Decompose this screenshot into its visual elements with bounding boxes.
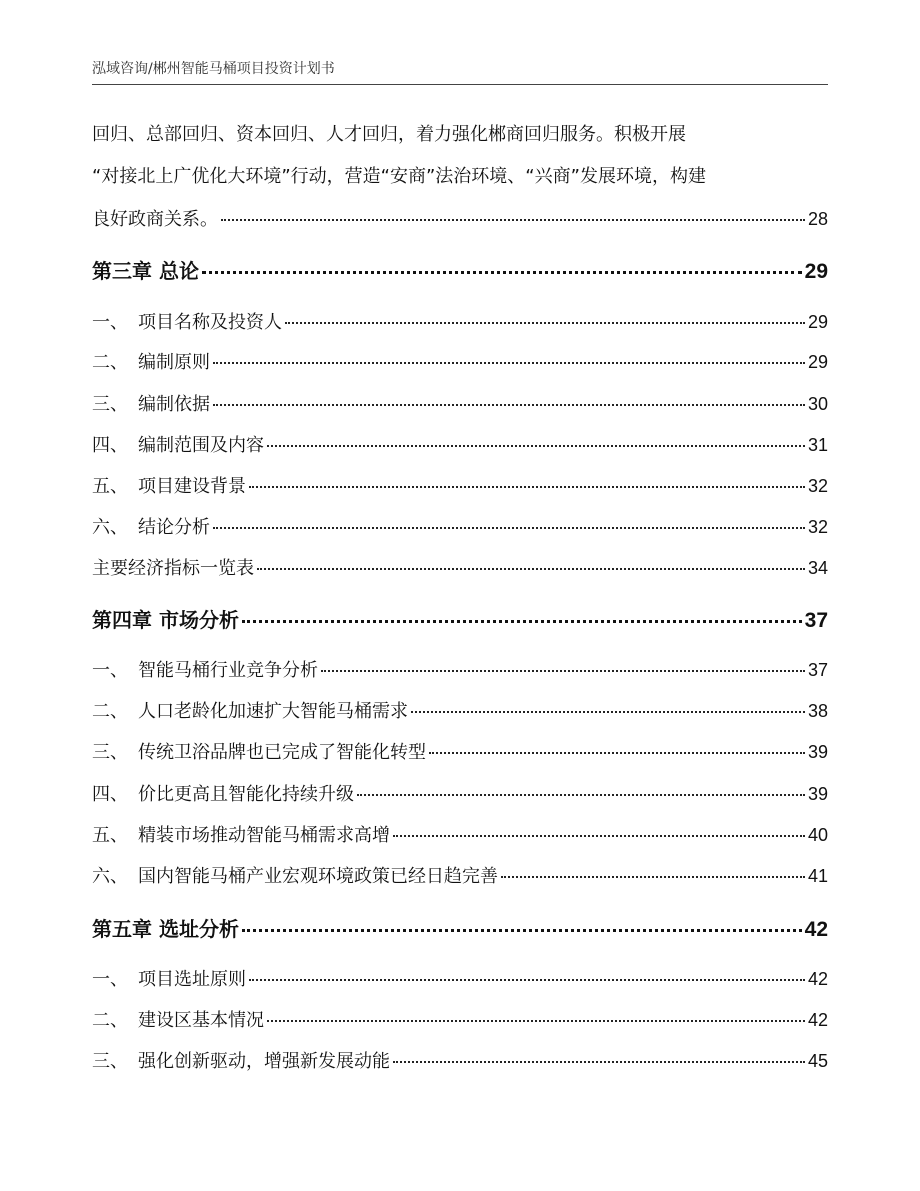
dot-leader xyxy=(267,1020,805,1022)
toc-entry-text: 价比更高且智能化持续升级 xyxy=(138,784,354,805)
toc-entry-text: 建设区基本情况 xyxy=(138,1010,264,1031)
toc-entry-title xyxy=(92,738,426,764)
toc-section-entry[interactable] xyxy=(92,1006,828,1032)
toc-entry-title xyxy=(92,1047,390,1073)
dot-leader xyxy=(257,568,805,570)
toc-section-entry[interactable] xyxy=(92,390,828,416)
toc-entry-number: 二、 xyxy=(92,1010,128,1031)
toc-entry-text: 编制范围及内容 xyxy=(138,435,264,456)
toc-section-entry[interactable] xyxy=(92,554,828,580)
toc-entry-page: 37 xyxy=(807,660,828,680)
toc-entry-title xyxy=(92,913,239,942)
dot-leader xyxy=(321,670,805,672)
toc-entry-page: 39 xyxy=(807,784,828,804)
toc-entry-title xyxy=(92,431,264,457)
toc-chapter-entry[interactable] xyxy=(92,255,828,284)
toc-entry-number: 一、 xyxy=(92,312,128,333)
toc-entry-title xyxy=(92,862,498,888)
dot-leader xyxy=(501,876,805,878)
toc-entry-page: 30 xyxy=(807,394,828,414)
toc-entry-number: 五、 xyxy=(92,476,128,497)
toc-entry-number: 六、 xyxy=(92,866,128,887)
dot-leader xyxy=(249,979,805,981)
toc-entry-text: 主要经济指标一览表 xyxy=(92,558,254,579)
toc-chapter-entry[interactable] xyxy=(92,913,828,942)
toc-entry-number: 一、 xyxy=(92,660,128,681)
toc-section-entry[interactable] xyxy=(92,1047,828,1073)
page-header: 泓域咨询/郴州智能马桶项目投资计划书 xyxy=(92,61,335,77)
toc-entry-page: 42 xyxy=(807,1010,828,1030)
dot-leader xyxy=(285,322,805,324)
toc-entry-title xyxy=(92,513,210,539)
toc-section-entry[interactable] xyxy=(92,348,828,374)
toc-entry-text: 第四章 市场分析 xyxy=(92,608,239,632)
toc-entry-page: 37 xyxy=(804,609,828,632)
toc-entry-text: 强化创新驱动，增强新发展动能 xyxy=(138,1051,390,1072)
toc-entry-text: 传统卫浴品牌也已完成了智能化转型 xyxy=(138,742,426,763)
toc-section-entry[interactable] xyxy=(92,862,828,888)
toc-section-entry[interactable] xyxy=(92,656,828,682)
toc-entry-page: 29 xyxy=(807,312,828,332)
toc-entry-number: 六、 xyxy=(92,517,128,538)
toc-entry-title xyxy=(92,965,246,991)
header-divider xyxy=(92,84,828,85)
toc-entry-page: 34 xyxy=(807,558,828,578)
toc-entry-text: 项目选址原则 xyxy=(138,969,246,990)
toc-entry-page: 29 xyxy=(804,260,828,283)
toc-entry-text: 项目名称及投资人 xyxy=(138,312,282,333)
toc-entry-number: 三、 xyxy=(92,394,128,415)
dot-leader xyxy=(411,711,805,713)
continuation-paragraph xyxy=(92,114,828,198)
toc-entry-page: 29 xyxy=(807,352,828,372)
toc-entry-page: 32 xyxy=(807,476,828,496)
toc-entry-text: 结论分析 xyxy=(138,517,210,538)
toc-entry-number: 四、 xyxy=(92,435,128,456)
toc-entry-number: 二、 xyxy=(92,352,128,373)
toc-entry-title xyxy=(92,255,199,284)
dot-leader xyxy=(429,752,805,754)
toc-section-entry[interactable] xyxy=(92,821,828,847)
toc-entry-text: 第五章 选址分析 xyxy=(92,917,239,941)
toc-entry-page: 31 xyxy=(807,435,828,455)
toc-section-entry[interactable] xyxy=(92,308,828,334)
toc-entry-text: 编制依据 xyxy=(138,394,210,415)
toc-entry-text: 智能马桶行业竞争分析 xyxy=(138,660,318,681)
dot-leader xyxy=(393,835,805,837)
toc-entry-number: 五、 xyxy=(92,825,128,846)
dot-leader xyxy=(202,271,802,274)
dot-leader xyxy=(213,404,805,406)
toc-section-entry[interactable] xyxy=(92,780,828,806)
toc-entry-page: 40 xyxy=(807,825,828,845)
toc-entry-number: 三、 xyxy=(92,1051,128,1072)
toc-section-entry[interactable] xyxy=(92,738,828,764)
toc-entry-page: 39 xyxy=(807,742,828,762)
toc-section-entry[interactable] xyxy=(92,965,828,991)
toc-entry-title: 良好政商关系。 xyxy=(92,209,218,230)
toc-chapter-entry[interactable] xyxy=(92,604,828,633)
toc-entry-text: 项目建设背景 xyxy=(138,476,246,497)
toc-entry-number: 一、 xyxy=(92,969,128,990)
toc-entry-number: 二、 xyxy=(92,701,128,722)
toc-entry-title xyxy=(92,308,282,334)
dot-leader xyxy=(242,620,802,623)
dot-leader xyxy=(357,794,805,796)
toc-entry-title xyxy=(92,348,210,374)
toc-entry-text: 人口老龄化加速扩大智能马桶需求 xyxy=(138,701,408,722)
continuation-line: “对接北上广优化大环境”行动，营造“安商”法治环境、“兴商”发展环境，构建 xyxy=(92,166,706,187)
dot-leader xyxy=(393,1061,805,1063)
toc-entry-title xyxy=(92,1006,264,1032)
toc-entry-title xyxy=(92,390,210,416)
toc-entry-title xyxy=(92,604,239,633)
dot-leader xyxy=(213,362,805,364)
dot-leader xyxy=(213,527,805,529)
dot-leader xyxy=(242,929,802,932)
toc-entry-title xyxy=(92,472,246,498)
toc-entry-page: 45 xyxy=(807,1051,828,1071)
toc-entry-page: 42 xyxy=(804,918,828,941)
dot-leader xyxy=(249,486,805,488)
toc-entry-text: 第三章 总论 xyxy=(92,259,199,283)
toc-entry-text: 国内智能马桶产业宏观环境政策已经日趋完善 xyxy=(138,866,498,887)
toc-entry-continuation[interactable] xyxy=(92,205,828,231)
dot-leader xyxy=(221,219,805,221)
toc-entry-text: 编制原则 xyxy=(138,352,210,373)
toc-entry-page: 38 xyxy=(807,701,828,721)
toc-entry-page: 32 xyxy=(807,517,828,537)
toc-section-entry[interactable] xyxy=(92,431,828,457)
toc-section-entry[interactable] xyxy=(92,697,828,723)
toc-entry-page: 41 xyxy=(807,866,828,886)
toc-entry-page: 28 xyxy=(807,209,828,229)
dot-leader xyxy=(267,445,805,447)
toc-entry-text: 精装市场推动智能马桶需求高增 xyxy=(138,825,390,846)
toc-entry-title xyxy=(92,656,318,682)
toc-entry-number: 三、 xyxy=(92,742,128,763)
toc-entry-title xyxy=(92,780,354,806)
toc-entry-title xyxy=(92,821,390,847)
toc-section-entry[interactable] xyxy=(92,513,828,539)
toc-entry-number: 四、 xyxy=(92,784,128,805)
toc-entry-title xyxy=(92,697,408,723)
toc-section-entry[interactable] xyxy=(92,472,828,498)
toc-entry-title xyxy=(92,554,254,580)
toc-entry-page: 42 xyxy=(807,969,828,989)
continuation-line: 回归、总部回归、资本回归、人才回归，着力强化郴商回归服务。积极开展 xyxy=(92,124,686,145)
